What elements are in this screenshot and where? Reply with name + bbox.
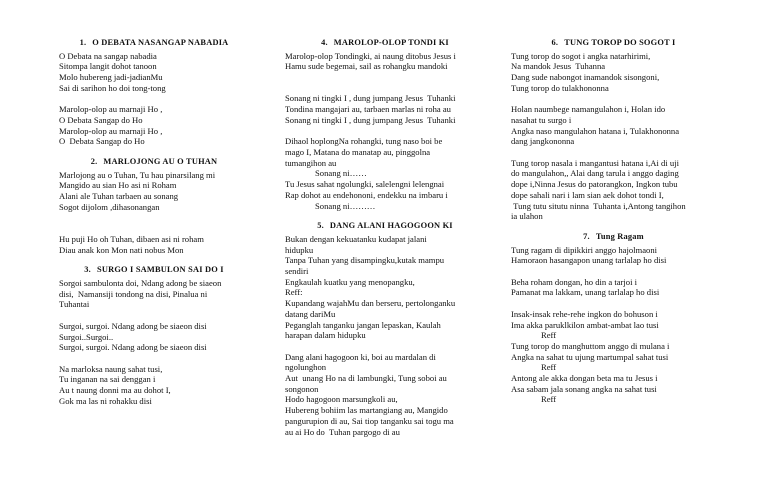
lyric-line: Asa sabam jala sonang angka na sahat tusi	[511, 383, 657, 394]
lyric-line: ngolunghon	[285, 362, 327, 373]
lyric-line: Tu inganan na sai denggan i	[59, 374, 156, 385]
lyric-line: Pamanat ma lakkam, unang tarlalap ho disi	[511, 287, 660, 298]
lyric-line: Gok ma las ni rohakku disi	[59, 395, 152, 406]
song-title	[511, 232, 716, 243]
song-title-text: O DEBATA NASANGAP NABADIA	[92, 38, 229, 47]
lyric-line: Tung torop do manghuttom anggo di mulana i	[511, 340, 670, 351]
lyric-line: sendiri	[285, 266, 309, 277]
lyric-line: Sitompa langit dohot tanoon	[59, 61, 157, 72]
stanza-gap	[59, 94, 249, 105]
lyric-line: Tung torop do tulakhononna	[511, 82, 609, 93]
lyric-line: Tu Jesus sahat ngolungki, salelengni lelengnai	[285, 179, 445, 190]
stanza-gap	[59, 223, 249, 234]
lyric-line: Reff	[541, 394, 557, 405]
lyric-line: Antong ale akka dongan beta ma tu Jesus i	[511, 373, 658, 384]
stanza-gap	[511, 266, 716, 277]
stanza-gap	[285, 341, 485, 352]
lyrics	[285, 51, 485, 212]
song-number: 7.	[583, 231, 590, 241]
lyrics	[285, 234, 485, 437]
lyric-line: do mangulahon,, Alai dang tarula i anggo daging	[511, 168, 679, 179]
lyric-line: Tanpa Tuhan yang disampingku,kutak mampu	[285, 255, 445, 266]
lyric-line: nasahat tu surgo i	[511, 114, 572, 125]
lyric-line: Tuhantai	[59, 299, 90, 310]
lyric-line: Surgoi, surgoi. Ndang adong be siaeon disi	[59, 342, 207, 353]
lyric-line: Sai di sarihon ho doi tong-tong	[59, 82, 166, 93]
song-number: 2.	[90, 157, 98, 167]
lyric-line: Bukan dengan kekuatanku kudapat jalani	[285, 233, 427, 244]
song-number: 3.	[84, 265, 91, 275]
song-section	[511, 38, 716, 222]
lyrics	[59, 51, 249, 147]
song-number: 6.	[551, 38, 559, 47]
stanza-gap	[285, 72, 485, 83]
song-section	[59, 38, 249, 147]
lyric-line: Sonang ni tingki I , dung jumpang Jesus Tuhanki	[285, 114, 456, 125]
lyric-line: au ai Ho do Tuhan pargogo di au	[285, 426, 400, 437]
lyric-line: Holan naumbege namangulahon i, Holan ido	[511, 104, 666, 115]
song-title	[511, 38, 716, 49]
lyric-line: Diau anak kon Mon nati nobus Mon	[59, 244, 184, 255]
lyric-line: Mangido au sian Ho asi ni Roham	[59, 180, 177, 191]
lyric-line: Tung torop do sogot i angka natarhirimi,	[511, 50, 651, 61]
lyric-line: Reff:	[285, 287, 303, 298]
lyric-line: Alani ale Tuhan tarbaen au sonang	[59, 191, 179, 202]
lyric-line: Dihaol hoplongNa rohangki, tung naso boi be	[285, 136, 443, 147]
stanza-gap	[511, 94, 716, 105]
song-title-text: MARLOJONG AU O TUHAN	[103, 157, 218, 167]
song-section	[511, 232, 716, 405]
stanza-gap	[59, 213, 249, 224]
lyric-line: Tondina mangajari au, tarbaen marlas ni roha au	[285, 104, 451, 115]
lyric-line: Molo hubereng jadi-jadianMu	[59, 72, 163, 83]
lyric-line: O Debata Sangap do Ho	[59, 136, 145, 147]
lyric-line: Beha roham dongan, ho din a tarjoi i	[511, 276, 638, 287]
lyric-line: Rap dohot au endehononi, endekku na imbaru i	[285, 189, 448, 200]
lyric-line: Angka na sahat tu ujung martumpal sahat tusi	[511, 351, 669, 362]
lyric-line: O Debata Sangap do Ho	[59, 114, 143, 125]
lyric-line: Sogot dijolom ,dihasonangan	[59, 201, 160, 212]
lyric-line: hidupku	[285, 244, 314, 255]
song-section	[59, 157, 249, 255]
lyric-line: Hu puji Ho oh Tuhan, dibaen asi ni roham	[59, 233, 204, 244]
lyric-line: Dang sude nabongot inamandok sisongoni,	[511, 72, 660, 83]
stanza-gap	[511, 147, 716, 158]
lyric-line: Reff	[541, 330, 557, 341]
lyric-line: harapan dalam hidupku	[285, 330, 366, 341]
lyric-line: dang jangkononna	[511, 136, 575, 147]
lyric-line: Tung ragam di dipikkiri anggo hajolmaoni	[511, 244, 658, 255]
lyrics	[59, 170, 249, 256]
lyric-line: Marolop-olop au marnaji Ho ,	[59, 104, 163, 115]
stanza-gap	[511, 298, 716, 309]
lyric-line: Hamoraon hasangapon unang tarlalap ho disi	[511, 255, 667, 266]
song-title	[59, 265, 249, 276]
lyric-line: O Debata na sangap nabadia	[59, 50, 157, 61]
lyric-line: mago I, Matana do manatap au, pinggolna	[285, 146, 431, 157]
lyric-line: pangurupion di au, Sai tiop tanganku sai togu ma	[285, 415, 454, 426]
section-gap	[285, 211, 485, 221]
lyric-line: Tung torop nasala i mangantusi hatana i,Ai di uji	[511, 157, 679, 168]
column-1	[59, 38, 249, 406]
lyric-line: Tung tutu situtu ninna Tuhanta i,Antong tangihon	[511, 200, 686, 211]
song-title	[59, 38, 249, 49]
lyric-line: Surgoi, surgoi. Ndang adong be siaeon disi	[59, 320, 207, 331]
song-section	[285, 38, 485, 211]
lyrics	[511, 245, 716, 406]
song-title	[59, 157, 249, 168]
song-title	[285, 221, 485, 232]
song-section	[59, 265, 249, 406]
lyric-line: Aut unang Ho na di lambungki, Tung soboi au	[285, 373, 447, 384]
song-title-text: MAROLOP-OLOP TONDI KI	[333, 38, 449, 47]
lyric-line: Na marloksa naung sahat tusi,	[59, 363, 163, 374]
lyric-line: Dang alani hagogoon ki, boi au mardalan di	[285, 351, 436, 362]
lyric-line: Kupandang wajahMu dan berseru, pertolonganku	[285, 298, 456, 309]
lyric-line: Sonang ni……	[315, 168, 367, 179]
section-gap	[511, 222, 716, 232]
lyric-line: Surgoi..Surgoi..	[59, 331, 114, 342]
lyrics	[59, 278, 249, 406]
song-title-text: Tung Ragam	[595, 231, 644, 241]
song-section	[285, 221, 485, 437]
lyric-line: Sorgoi sambulonta doi, Ndang adong be siaeon	[59, 278, 222, 289]
section-gap	[59, 147, 249, 157]
section-gap	[59, 255, 249, 265]
lyric-line: Peganglah tanganku jangan lepaskan, Kaulah	[285, 319, 441, 330]
lyric-line: Hodo hagogoon marsungkoli au,	[285, 394, 398, 405]
lyric-line: disi, Namansiji tondong na disi, Pinalua ni	[59, 288, 208, 299]
lyric-line: dope sahali nari i lam sian aek dohot tondi I,	[511, 189, 664, 200]
lyrics	[511, 51, 716, 222]
lyric-line: Sonang ni………	[315, 200, 376, 211]
song-title	[285, 38, 485, 49]
lyric-line: Hamu sude begemai, sail as rohangku mandoki	[285, 61, 448, 72]
lyric-line: Ima akka paruklkilon ambat-ambat lao tusi	[511, 319, 659, 330]
song-title-text: SURGO I SAMBULON SAI DO I	[96, 265, 224, 275]
column-3	[511, 38, 716, 405]
lyric-line: Au t naung donni ma au dohot I,	[59, 385, 171, 396]
lyric-line: dope i,Ninna Jesus do patorangkon, Ingkon tubu	[511, 179, 678, 190]
lyric-line: datang dariMu	[285, 308, 336, 319]
lyric-line: Sonang ni tingki I , dung jumpang Jesus Tuhanki	[285, 93, 456, 104]
lyric-line: Marolop-olop au marnaji Ho ,	[59, 125, 163, 136]
lyric-line: Marolop-olop Tondingki, ai naung ditobus Jesus i	[285, 50, 456, 61]
lyric-line: tumangihon au	[285, 157, 337, 168]
stanza-gap	[285, 126, 485, 137]
song-number: 1.	[79, 38, 87, 47]
song-title-text: TUNG TOROP DO SOGOT I	[564, 38, 676, 47]
lyric-line: Marlojong au o Tuhan, Tu hau pinarsilang mi	[59, 169, 216, 180]
lyric-line: songonon	[285, 383, 319, 394]
lyric-line: Hubereng bohiim las martangiang au, Mangido	[285, 405, 448, 416]
lyric-line: Insak-insak rehe-rehe ingkon do bohuson i	[511, 308, 658, 319]
stanza-gap	[59, 310, 249, 321]
lyric-line: Engkaulah kuatku yang menopangku,	[285, 276, 415, 287]
song-number: 4.	[321, 38, 328, 47]
song-title-text: DANG ALANI HAGOGOON KI	[329, 221, 453, 231]
stanza-gap	[59, 353, 249, 364]
lyric-line: Reff	[541, 362, 557, 373]
lyric-line: Angka naso mangulahon hatana i, Tulakhononna	[511, 125, 680, 136]
song-number: 5.	[317, 221, 324, 231]
stanza-gap	[285, 83, 485, 94]
column-2	[285, 38, 485, 437]
lyric-line: ia ulahon	[511, 211, 543, 222]
lyric-line: Na mandok Jesus Tuhanna	[511, 61, 606, 72]
